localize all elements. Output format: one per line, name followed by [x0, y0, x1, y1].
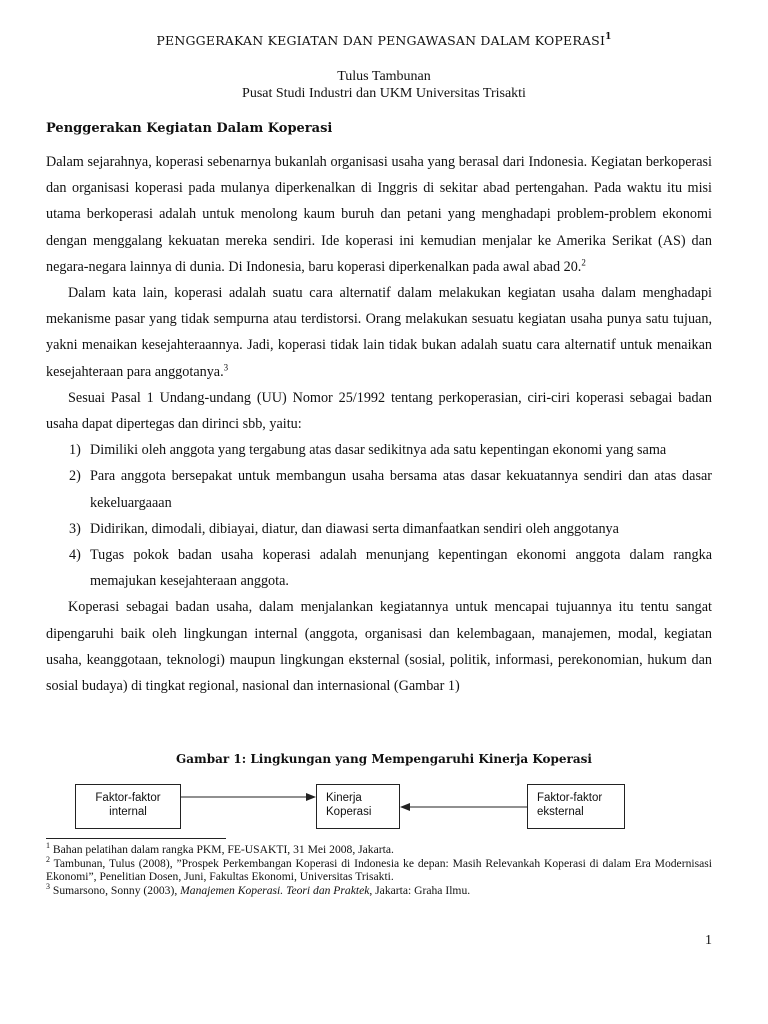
paragraph-2: Dalam kata lain, koperasi adalah suatu cara alternatif dalam melakukan kegiatan usaha dalam menghadapi mekanisme pasar yang tidak sempurna atau terdistorsi. Orang melakukan sesuatu kegiatan usaha punya satu tujuan, yakni menaikan kesejahteraannya. Jadi, koperasi tidak lain tidak bukan adalah suatu cara alternatif untuk menaikan kesejahteraan para anggotanya.$^3$: [46, 285, 712, 380]
section-heading: Penggerakan Kegiatan Dalam Koperasi: [46, 121, 333, 136]
list-item-number: 4): [69, 547, 81, 564]
author-block: [0, 68, 768, 102]
list-item: [46, 542, 712, 594]
page-number: 1: [705, 933, 712, 948]
document-title: PENGGERAKAN KEGIATAN DAN PENGAWASAN DALAM KOPERASI$^1$: [156, 32, 612, 49]
list-item-number: 1): [69, 442, 81, 459]
body-text: [46, 149, 712, 699]
box-internal-factors: Faktor-faktor internal: [75, 784, 181, 829]
paragraph-3: Sesuai Pasal 1 Undang-undang (UU) Nomor 25/1992 tentang perkoperasian, ciri-ciri koperasi sebagai badan usaha dapat dipertegas dan dirinci sbb, yaitu:: [46, 389, 712, 433]
list-item-number: 3): [69, 520, 81, 537]
list-item: [46, 437, 712, 463]
figure-title: Gambar 1: Lingkungan yang Mempengaruhi Kinerja Koperasi: [176, 752, 592, 766]
paragraph-4: Koperasi sebagai badan usaha, dalam menjalankan kegiatannya untuk mencapai tujuannya itu tentu sangat dipengaruhi baik oleh lingkungan internal (anggota, organisasi dan kelembagaan, manajemen, modal, kegiatan usaha, keanggotaan, teknologi) maupun lingkungan eksternal (sosial, politik, informasi, perekonomian, hukum dan sosial budaya) di tingkat regional, nasional dan internasional (Gambar 1): [46, 599, 712, 695]
list-item-number: 2): [69, 468, 81, 485]
criteria-list: [46, 437, 712, 594]
author-affiliation: Pusat Studi Industri dan UKM Universitas Trisakti: [242, 86, 526, 101]
footnote-divider: [46, 838, 226, 839]
footnote-1: $^1$ Bahan pelatihan dalam rangka PKM, FE-USAKTI, 31 Mei 2008, Jakarta.: [46, 841, 394, 856]
list-item-text: Para anggota bersepakat untuk membangun usaha bersama atas dasar kekuatannya sendiri dan atas dasar kekeluargaaan: [90, 468, 712, 511]
list-item-text: Tugas pokok badan usaha koperasi adalah menunjang kepentingan ekonomi anggota dalam rangka memajukan kesejahteraan anggota.: [90, 547, 712, 590]
list-item-text: Didirikan, dimodali, dibiayai, diatur, dan diawasi serta dimanfaatkan sendiri oleh anggotanya: [90, 520, 619, 537]
box-external-factors: Faktor-faktor eksternal: [527, 784, 625, 829]
title-footnote-ref: 1: [605, 32, 612, 42]
list-item: [46, 463, 712, 515]
footnote-ref-2: 2: [581, 257, 586, 268]
box-cooperative-performance: Kinerja Koperasi: [316, 784, 400, 829]
footnote-3: $^3$ Sumarsono, Sonny (2003), Manajemen Koperasi. Teori dan Praktek, Jakarta: Graha Ilmu.: [46, 881, 471, 897]
footnotes: [46, 843, 712, 897]
author-name: Tulus Tambunan: [337, 69, 431, 84]
footnote-2: $^2$ Tambunan, Tulus (2008), ”Prospek Perkembangan Koperasi di Indonesia ke depan: Masih Relevankah Koperasi di dalam Era Modernisasi Ekonomi”, Penelitian Dosen, Juni, Fakultas Ekonomi, Universitas Trisakti.: [46, 854, 712, 884]
list-item-text: Dimiliki oleh anggota yang tergabung atas dasar sedikitnya ada satu kepentingan ekonomi yang sama: [90, 442, 667, 459]
list-item: [46, 516, 712, 542]
footnote-ref-3: 3: [223, 361, 229, 372]
paragraph-1: Dalam sejarahnya, koperasi sebenarnya bukanlah organisasi usaha yang berasal dari Indonesia. Kegiatan berkoperasi dan organisasi koperasi pada mulanya diperkenalkan di Inggris di sekitar abad pertengahan. Pada waktu itu misi utama berkoperasi adalah untuk menolong kaum buruh dan petani yang menghadapi problem-problem ekonomi dengan menggalang kekuatan mereka sendiri. Ide koperasi ini kemudian menjalar ke Amerika Serikat (AS) dan negara-negara lainnya di dunia. Di Indonesia, baru koperasi diperkenalkan pada awal abad 20.$^2$: [46, 154, 712, 275]
